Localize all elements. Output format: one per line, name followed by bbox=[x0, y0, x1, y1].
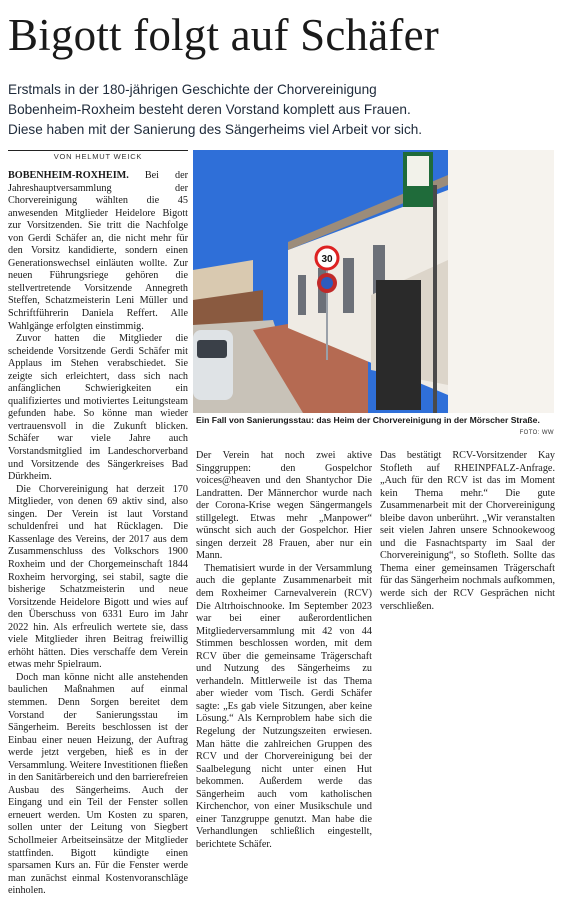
speed-limit-value: 30 bbox=[321, 254, 333, 265]
front-door bbox=[376, 280, 421, 410]
article-column-2 bbox=[196, 450, 372, 850]
window bbox=[343, 258, 354, 313]
article-column-3 bbox=[380, 450, 555, 798]
article-paragraph: Thematisiert wurde in der Versammlung auch die geplante Zusammenarbeit mit dem Roxheimer Carnevalverein (RCV) Die Altrhoischnooke. Im September 2023 war bei einer außerordentlichen Mitgliederversammlung mit 42 von 44 Stimmen beschlossen worden, mit dem RCV über die gemeinsame Trägerschaft und Nutzung des Sängerheims zu verhandeln. Mittlerweile ist das Thema aber wieder vom Tisch. Gerdi Schäfer sagte: „Es gab viele Sitzungen, aber keine Lösung.“ Als Kernproblem habe sich die Regelung der Nutzungszeiten erwiesen. Man hätte die zahlreichen Gruppen des RCV und der Chorvereinigung bei der Saalbelegung nicht unter einen Hut bekommen. Außerdem werde das Sängerheim auch vom katholischen Kirchenchor, von einer Musikschule und einer Tanzgruppe genutzt. Man habe die Verhandlungen schließlich eingestellt, berichtete Schäfer. bbox=[196, 562, 372, 850]
headline: Bigott folgt auf Schäfer bbox=[8, 10, 439, 60]
building-side bbox=[448, 150, 554, 413]
standfirst-line: Erstmals in der 180-jährigen Geschichte der Chorvereinigung bbox=[8, 82, 377, 97]
lead-text: Bei der Jahreshauptversammlung der Chorvereinigung wählten die 45 anwesenden Mitglieder Heidelore Bigott zur Vorsitzenden. Sie tritt die Nachfolge von Gerdi Schäfer an, die nicht mehr für den Vorsitz kandidierte, sondern einen Generationswechsel einläuten wollte. Zur neuen Führungsriege gehören die stellvertretende Vorsitzende Annegreth Steffen, Schatzmeisterin Leni Müller und Schriftführerin Daniela Reffert. Alle Wahlgänge erfolgten einstimmig. bbox=[8, 170, 188, 332]
article-paragraph: Doch man könne nicht alle anstehenden baulichen Maßnahmen auf einmal stemmen. Denn Sorgen bereitet dem Vorstand der Sanierungsstau im Sängerheim. Bereits beschlossen ist der Einbau einer neuen Heizung, der Auftrag werde jetzt vergeben, hieß es in der Versammlung. Weitere Investitionen fließen in den Sanitärbereich und den barrierefreien Ausbau des Sängerheims. Auch der Eingang und ein Teil der Fenster sollen erneuert werden. Um Kosten zu sparen, sollen unter der Leitung von Siegbert Schollmeier Arbeitseinsätze der Mitglieder stattfinden. Bigott kündigte einen sparsamen Kurs an. Für die Fenster werde man zunächst einmal Kostenvoranschläge einholen. bbox=[8, 671, 188, 897]
article-paragraph: Das bestätigt RCV-Vorsitzender Kay Stofleth auf RHEINPFALZ-Anfrage. „Auch für den RCV ist das im Moment kein Thema mehr.“ Die gute Zusammenarbeit mit der Chorvereinigung bleibe davon unberührt. „Wir veranstalten seit vielen Jahren unsere Schnookewoog und die Fasnachtsparty im Saal der Chorvereinigung“, so Stofleth. Sollte das Thema einer gemeinsamen Trägerschaft für das Sängerheim nochmals aufkommen, werde sich der RCV Gesprächen nicht verschließen. bbox=[380, 450, 555, 612]
standfirst-line: Bobenheim-Roxheim besteht deren Vorstand komplett aus Frauen. bbox=[8, 102, 411, 117]
window bbox=[298, 275, 306, 315]
article-paragraph: Die Chorvereinigung hat derzeit 170 Mitglieder, von denen 69 aktiv sind, also singen. Der Verein ist laut Vorstand schuldenfrei und hat Rücklagen. Die Kassenlage des Vereins, der 2017 aus dem Zusammenschluss des Volkschors 1900 Roxheim und der Chorgemeinschaft 1844 Roxheim hervorging, sei stabil, sagte die bisherige Schatzmeisterin und neue Vorsitzende Heidelore Bigott und wies auf den Überschuss von 6331 Euro im Jahr 2022 hin. Als erfreulich wertete sie, dass viele Mitglieder ihren Beitrag freiwillig erhöht hätten. Dies verschaffe dem Verein etwas mehr Spielraum. bbox=[8, 483, 188, 671]
article-photo bbox=[193, 150, 554, 413]
standfirst bbox=[8, 80, 553, 140]
sangerheim-photo bbox=[193, 150, 554, 413]
article-paragraph: Zuvor hatten die Mitglieder die scheidende Vorsitzende Gerdi Schäfer mit Applaus im Stehen verabschiedet. Sie zeigte sich erleichtert, dass sich nach anfänglichen Schwierigkeiten ein qualifiziertes und motiviertes Leitungsteam gefunden habe. So könne man wieder vertrauensvoll in die Zukunft blicken. Schäfer war viele Jahre auch Vorstandsmitglied im Landeschorverband und Vorsitzende des Sängerkreises Bad Dürkheim. bbox=[8, 333, 188, 483]
article-paragraph: Der Verein hat noch zwei aktive Singgruppen: den Gospelchor voices@heaven und den Shantychor Die Landratten. Der Männerchor wurde nach der Corona-Krise wegen Sängermangels stillgelegt. Etwas mehr „Manpower“ wünscht sich auch der Gospelchor. Hier singen derzeit 28 Frauen, aber nur ein Mann. bbox=[196, 450, 372, 562]
drainpipe bbox=[433, 185, 437, 413]
article-paragraph bbox=[8, 170, 188, 333]
byline: VON HELMUT WEICK bbox=[53, 152, 143, 161]
standfirst-line: Diese haben mit der Sanierung des Sängerheims viel Arbeit vor sich. bbox=[8, 122, 423, 137]
byline-block bbox=[8, 150, 188, 163]
photo-caption: Ein Fall von Sanierungsstau: das Heim der Chorvereinigung in der Mörscher Straße. bbox=[196, 415, 540, 425]
no-parking-sign-center bbox=[321, 277, 333, 289]
car-window bbox=[197, 340, 227, 358]
hanging-sign-face bbox=[407, 156, 429, 186]
dateline: BOBENHEIM-ROXHEIM. bbox=[8, 170, 129, 181]
photo-credit: FOTO: WW bbox=[519, 430, 554, 436]
article-column-1 bbox=[8, 170, 188, 897]
